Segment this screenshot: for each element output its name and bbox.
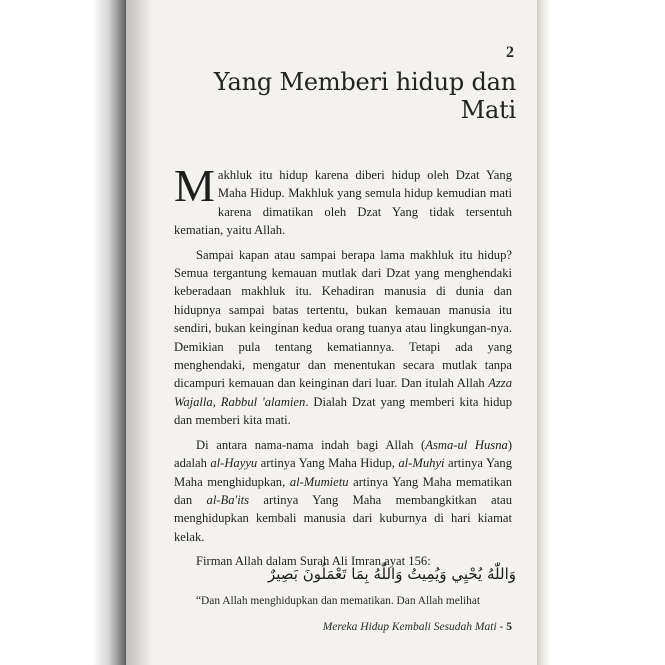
page-number: 5 xyxy=(506,621,512,633)
paragraph-2-text-end: . Dialah Dzat yang memberi kita hidup dan memberi kita mati. xyxy=(174,394,512,428)
paragraph-4: Firman Allah dalam Surah Ali Imran ayat 156: xyxy=(196,554,431,569)
p3-term-asmaul-husna: Asma-ul Husna xyxy=(425,437,508,452)
chapter-title: Yang Memberi hidup dan Mati xyxy=(213,68,516,124)
p3-term-al-hayyu: al-Hayyu xyxy=(210,456,258,471)
drop-cap: M xyxy=(174,160,215,211)
paragraph-2 xyxy=(174,246,512,430)
book-gutter-shadow xyxy=(126,0,152,665)
p3-text-1: Di antara nama-nama indah bagi Allah ( xyxy=(196,437,426,452)
p3-term-al-muhyi: al-Muhyi xyxy=(398,456,445,471)
paragraph-2-text: Sampai kapan atau sampai berapa lama makhluk itu hidup? Semua tergantung kemauan mutlak dari Dzat yang menghendaki keberadaan makhluk itu. Kehadiran manusia di dunia dan hidupnya sampai batas tertentu, bukan kemauan manusia itu sendiri, bukan keinginan kedua orang tuanya atau lingkungan-nya. Demikian pula tentang kematiannya. Tetapi ada yang menghendaki, mengatur dan menentukan secara mutlak tanpa dicampuri kemauan dan keinginan dari luar. Dan itulah Allah xyxy=(174,247,512,391)
footer-separator: - xyxy=(496,621,507,633)
paragraph-1 xyxy=(174,160,512,240)
footer-book-title: Mereka Hidup Kembali Sesudah Mati xyxy=(322,621,497,633)
p3-term-al-mumietu: al-Mumietu xyxy=(289,474,349,489)
background-right xyxy=(551,0,665,665)
page-footer xyxy=(296,621,512,633)
p3-text-5: artinya Yang Maha mematikan dan xyxy=(174,474,512,507)
background-left xyxy=(0,0,126,665)
p3-text-2: ) adalah xyxy=(174,437,513,471)
chapter-number: 2 xyxy=(506,44,514,61)
paragraph-2-italic: Azza Wajalla, Rabbul 'alamien xyxy=(174,376,512,409)
page-edge xyxy=(537,0,551,665)
body-text xyxy=(174,160,513,577)
verse-translation: “Dan Allah menghidupkan dan mematikan. Dan Allah melihat xyxy=(196,595,481,607)
p3-text-4: artinya Yang Maha menghidupkan, xyxy=(174,456,512,489)
paragraph-1-text: akhluk itu hidup karena diberi hidup oleh Dzat Yang Maha Hidup. Makhluk yang semula hidup kemudian mati karena dimatikan oleh Dzat Yang tidak tersentuh kematian, yaitu Allah. xyxy=(174,168,512,238)
paragraph-3 xyxy=(174,436,512,546)
p3-term-al-baits: al-Ba'its xyxy=(206,492,250,507)
p3-text-3: artinya Yang Maha Hidup, xyxy=(257,456,399,471)
arabic-verse: وَاللّٰهُ يُحْيِي وَيُمِيتُ وَاللّٰهُ بِمَا تَعْمَلُونَ بَصِيرٌ xyxy=(267,565,516,583)
p3-text-6: artinya Yang Maha membangkitkan atau menghidupkan kembali manusia dari kuburnya di hari kiamat kelak. xyxy=(174,492,512,544)
